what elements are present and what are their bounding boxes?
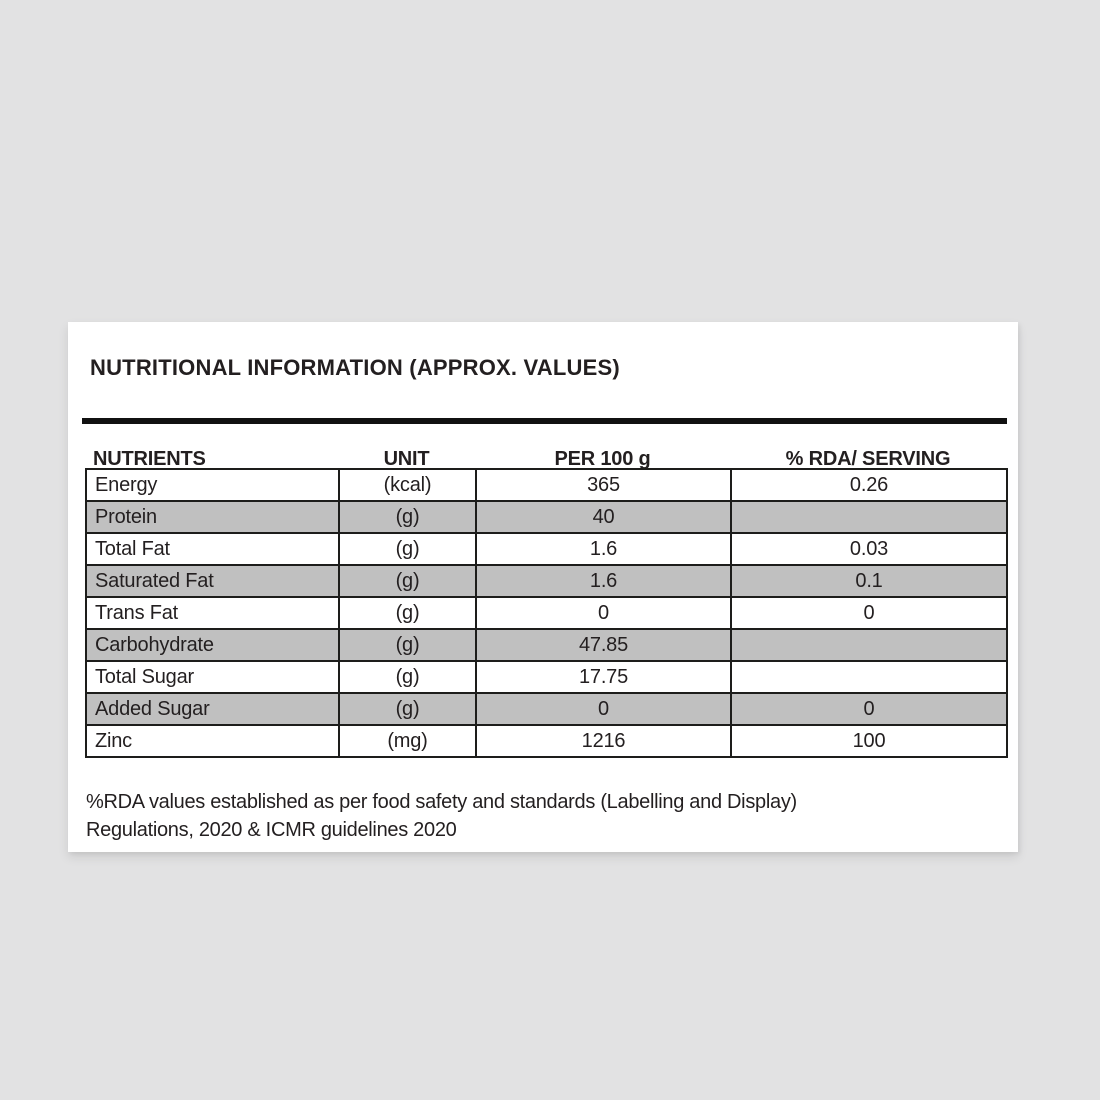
rda-cell: 0: [731, 597, 1007, 629]
unit-cell: (g): [339, 565, 476, 597]
table-row: [86, 469, 1007, 501]
unit-cell: (kcal): [339, 469, 476, 501]
divider-rule: [82, 418, 1007, 424]
nutrition-table: [85, 468, 1008, 758]
table-row: [86, 629, 1007, 661]
rda-cell: 0.03: [731, 533, 1007, 565]
nutrient-name-cell: Energy: [86, 469, 339, 501]
per-100g-cell: 0: [476, 597, 731, 629]
rda-cell: 100: [731, 725, 1007, 757]
table-row: [86, 693, 1007, 725]
unit-cell: (g): [339, 597, 476, 629]
table-row: [86, 597, 1007, 629]
header-unit: UNIT: [383, 448, 430, 470]
unit-cell: (g): [339, 661, 476, 693]
nutrient-name-cell: Carbohydrate: [86, 629, 339, 661]
unit-cell: (g): [339, 629, 476, 661]
unit-cell: (mg): [339, 725, 476, 757]
per-100g-cell: 365: [476, 469, 731, 501]
nutrient-name-cell: Added Sugar: [86, 693, 339, 725]
rda-cell: 0.1: [731, 565, 1007, 597]
header-nutrients: NUTRIENTS: [93, 448, 206, 470]
nutrient-name-cell: Saturated Fat: [86, 565, 339, 597]
rda-cell: [731, 501, 1007, 533]
table-row: [86, 725, 1007, 757]
nutrient-name-cell: Protein: [86, 501, 339, 533]
per-100g-cell: 47.85: [476, 629, 731, 661]
nutrient-name-cell: Trans Fat: [86, 597, 339, 629]
rda-cell: [731, 661, 1007, 693]
header-per-100g: PER 100 g: [554, 448, 651, 470]
rda-cell: 0: [731, 693, 1007, 725]
per-100g-cell: 1216: [476, 725, 731, 757]
footnote-line-1: %RDA values established as per food safety and standards (Labelling and Display): [86, 791, 797, 813]
header-rda-serving: % RDA/ SERVING: [785, 448, 951, 470]
rda-cell: [731, 629, 1007, 661]
per-100g-cell: 1.6: [476, 565, 731, 597]
table-row: [86, 565, 1007, 597]
table-row: [86, 501, 1007, 533]
per-100g-cell: 1.6: [476, 533, 731, 565]
nutrient-name-cell: Zinc: [86, 725, 339, 757]
per-100g-cell: 17.75: [476, 661, 731, 693]
unit-cell: (g): [339, 501, 476, 533]
unit-cell: (g): [339, 533, 476, 565]
footnote-line-2: Regulations, 2020 & ICMR guidelines 2020: [86, 819, 457, 841]
footnote: [86, 788, 797, 844]
per-100g-cell: 40: [476, 501, 731, 533]
table-row: [86, 533, 1007, 565]
nutrient-name-cell: Total Fat: [86, 533, 339, 565]
per-100g-cell: 0: [476, 693, 731, 725]
rda-cell: 0.26: [731, 469, 1007, 501]
nutrition-label-card: [68, 322, 1018, 852]
page-title: NUTRITIONAL INFORMATION (APPROX. VALUES): [90, 355, 620, 380]
unit-cell: (g): [339, 693, 476, 725]
table-row: [86, 661, 1007, 693]
nutrient-name-cell: Total Sugar: [86, 661, 339, 693]
